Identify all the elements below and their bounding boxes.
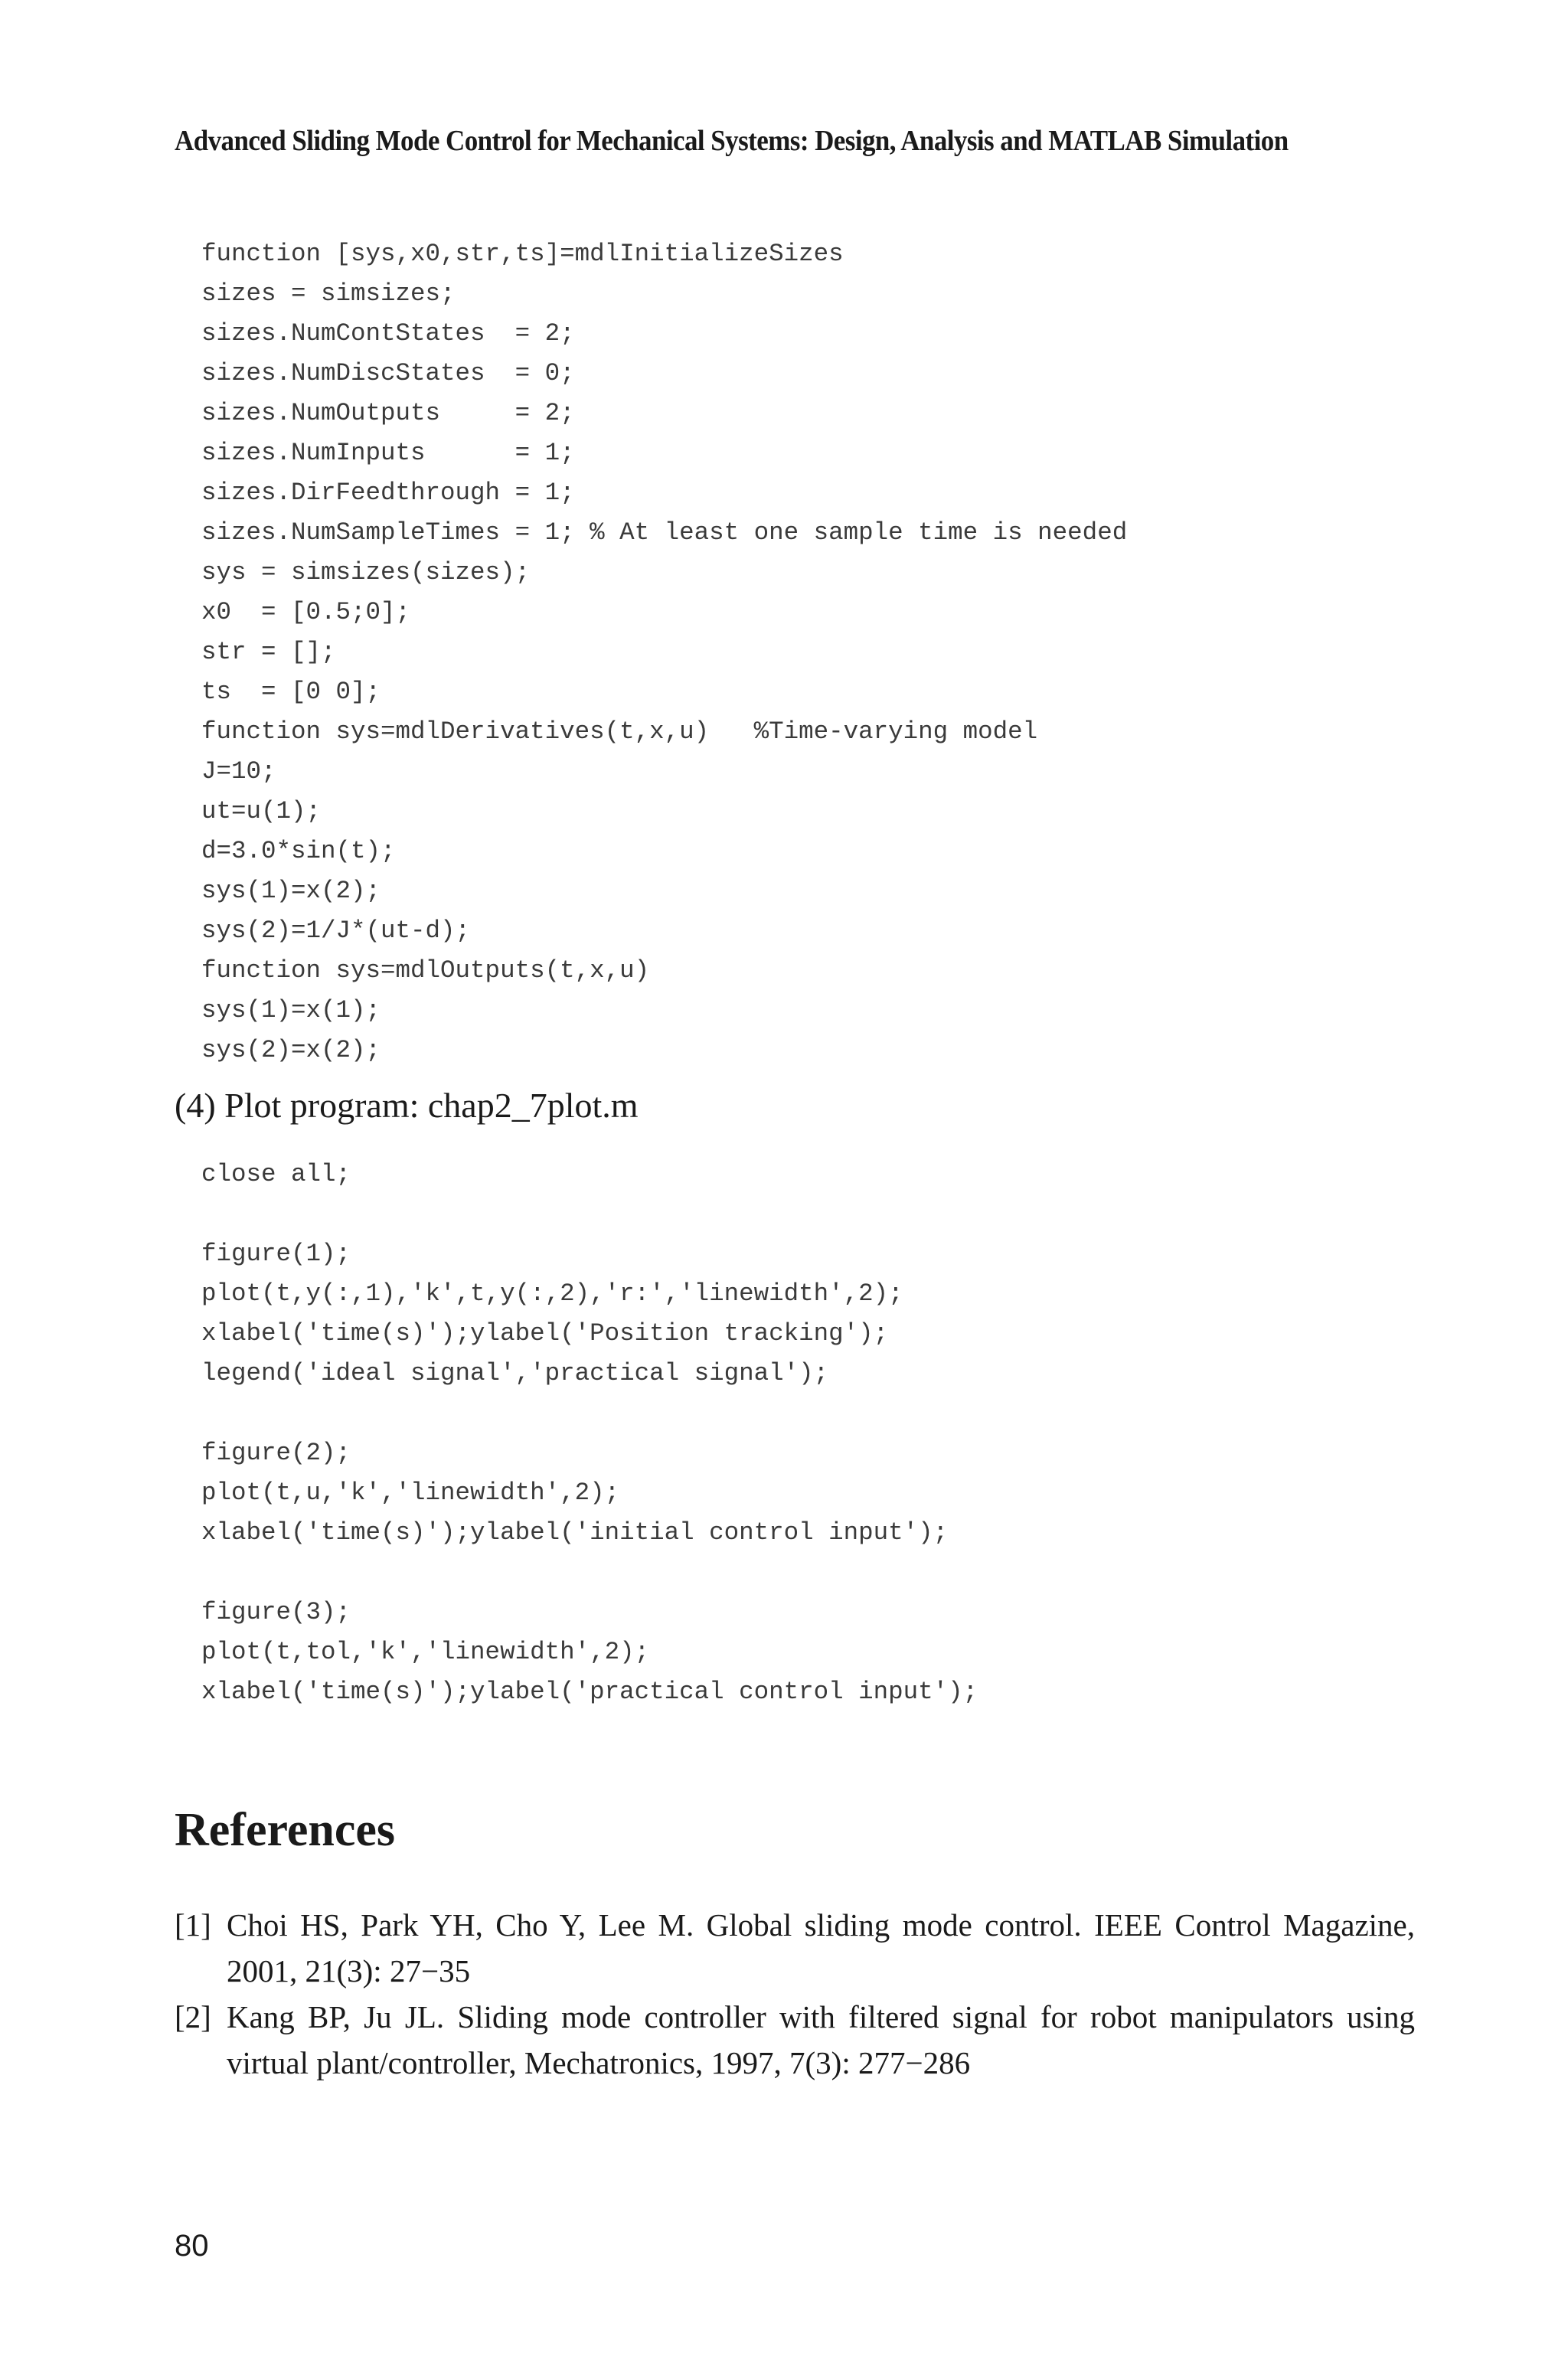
code-line: ts = [0 0]; [201, 678, 381, 706]
code-line: x0 = [0.5;0]; [201, 598, 411, 626]
reference-text: Kang BP, Ju JL. Sliding mode controller with filtered signal for robot manipulators using virtual plant/controller, Mechatronics, 1997, 7(3): 277−286 [227, 1999, 1415, 2080]
code-line: function sys=mdlOutputs(t,x,u) [201, 956, 650, 985]
code-line-blank [201, 1394, 978, 1433]
code-line: sizes.NumDiscStates = 0; [201, 359, 575, 387]
code-line: figure(1); [201, 1240, 351, 1268]
code-line: sizes.DirFeedthrough = 1; [201, 479, 575, 507]
reference-number: [2] [175, 1999, 211, 2034]
code-line: figure(3); [201, 1598, 351, 1626]
reference-text: Choi HS, Park YH, Cho Y, Lee M. Global sliding mode control. IEEE Control Magazine, 2001, 21(3): 27−35 [227, 1907, 1415, 1988]
code-line: sizes.NumInputs = 1; [201, 439, 575, 467]
code-line: plot(t,tol,'k','linewidth',2); [201, 1638, 650, 1666]
code-line: J=10; [201, 757, 276, 786]
code-line: plot(t,u,'k','linewidth',2); [201, 1479, 620, 1507]
references-title: References [175, 1804, 396, 1856]
code-line: plot(t,y(:,1),'k',t,y(:,2),'r:','linewidth',2); [201, 1279, 903, 1308]
references-list [175, 1902, 1415, 2086]
code-line: d=3.0*sin(t); [201, 837, 396, 865]
reference-item [175, 1902, 1415, 1994]
code-line: sys = simsizes(sizes); [201, 558, 531, 587]
code-line: sys(2)=x(2); [201, 1036, 381, 1064]
running-header: Advanced Sliding Mode Control for Mechanical Systems: Design, Analysis and MATLAB Simulation [175, 125, 1289, 157]
code-line: sizes = simsizes; [201, 279, 456, 308]
code-line: sizes.NumSampleTimes = 1; % At least one sample time is needed [201, 518, 1128, 547]
code-line: sizes.NumContStates = 2; [201, 319, 575, 348]
code-block-plot-program [201, 1155, 978, 1712]
code-line: function sys=mdlDerivatives(t,x,u) %Time-varying model [201, 717, 1038, 746]
code-line-blank [201, 1194, 978, 1234]
code-line: sys(1)=x(2); [201, 877, 381, 905]
reference-number: [1] [175, 1907, 211, 1943]
code-line: str = []; [201, 638, 336, 666]
code-block-simulink-sfunction [201, 234, 1127, 1070]
code-line: figure(2); [201, 1439, 351, 1467]
code-line: sys(2)=1/J*(ut-d); [201, 917, 471, 945]
page-number: 80 [175, 2229, 209, 2263]
code-line: xlabel('time(s)');ylabel('Position tracking'); [201, 1319, 889, 1348]
code-line: ut=u(1); [201, 797, 322, 825]
code-line: legend('ideal signal','practical signal'); [201, 1359, 829, 1387]
code-line-blank [201, 1553, 978, 1593]
code-line: sizes.NumOutputs = 2; [201, 399, 575, 427]
code-line: close all; [201, 1160, 351, 1188]
plot-program-heading: (4) Plot program: chap2_7plot.m [175, 1086, 639, 1125]
code-line: function [sys,x0,str,ts]=mdlInitializeSizes [201, 240, 844, 268]
code-line: xlabel('time(s)');ylabel('initial control input'); [201, 1518, 949, 1547]
code-line: xlabel('time(s)');ylabel('practical control input'); [201, 1678, 978, 1706]
code-line: sys(1)=x(1); [201, 996, 381, 1024]
reference-item [175, 1994, 1415, 2086]
